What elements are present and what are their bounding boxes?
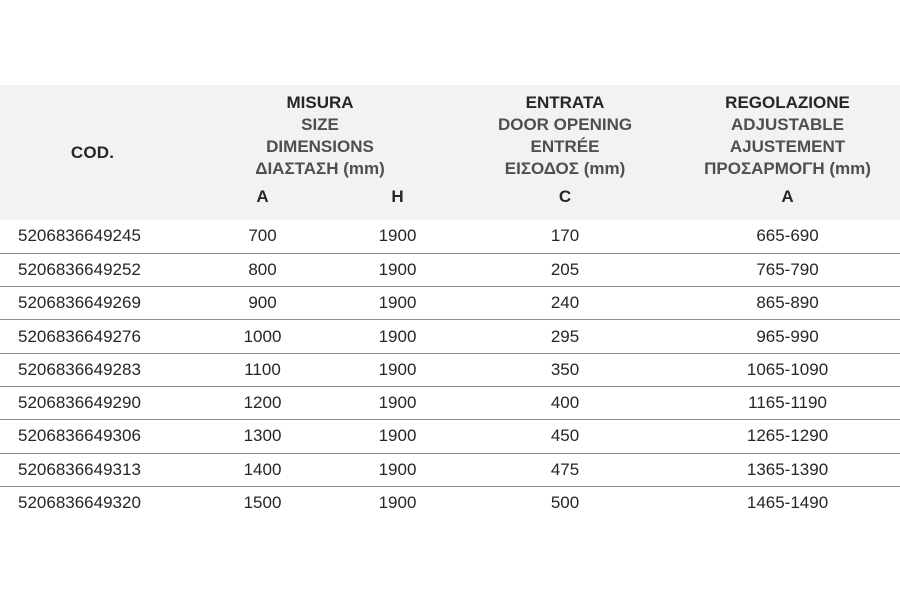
cell-cod: 5206836649320 (18, 493, 141, 513)
group-subtitle: ΕΙΣΟΔΟΣ (mm) (504, 159, 626, 178)
table-row (0, 220, 900, 253)
cell-cod: 5206836649313 (0, 453, 185, 486)
table-row (0, 453, 900, 486)
table-header (0, 85, 900, 220)
table-row (0, 420, 900, 453)
cell-a: 700 (185, 220, 340, 253)
group-subtitle: SIZE (301, 115, 339, 134)
cell-a: 1400 (185, 453, 340, 486)
cell-h: 1900 (340, 287, 455, 320)
cell-c: 240 (455, 287, 675, 320)
cell-adjustable: 865-890 (675, 287, 900, 320)
table-row (0, 486, 900, 519)
group-subtitle: AJUSTEMENT (729, 137, 846, 156)
cell-c: 475 (455, 453, 675, 486)
cell-h: 1900 (340, 320, 455, 353)
subcolumn-header-a2: A (675, 180, 900, 220)
column-header-cod: COD. (0, 85, 185, 220)
group-subtitle: DIMENSIONS (266, 137, 374, 156)
group-subtitle: ΠΡΟΣΑΡΜΟΓΗ (mm) (704, 159, 871, 178)
cell-a: 1300 (185, 420, 340, 453)
cell-cod: 5206836649283 (0, 353, 185, 386)
table-row (0, 287, 900, 320)
cell-c: 350 (455, 353, 675, 386)
cell-a: 900 (185, 287, 340, 320)
cell-h: 1900 (378, 493, 417, 513)
subcolumn-header-a: A (185, 180, 340, 220)
cell-a: 800 (185, 253, 340, 286)
column-group-misura (185, 85, 455, 180)
cell-c: 170 (455, 220, 675, 253)
cell-adjustable: 1265-1290 (675, 420, 900, 453)
cell-a: 1500 (243, 493, 282, 513)
column-group-entrata (455, 85, 675, 180)
group-subtitle: DOOR OPENING (497, 115, 633, 134)
subcolumn-header-h: H (340, 180, 455, 220)
cell-cod: 5206836649306 (0, 420, 185, 453)
table-row (0, 386, 900, 419)
cell-cod: 5206836649290 (0, 386, 185, 419)
group-title-entrata: ENTRATA (525, 93, 605, 112)
cell-adjustable: 1165-1190 (675, 386, 900, 419)
cell-c: 205 (455, 253, 675, 286)
cell-c: 500 (550, 493, 580, 513)
cell-a: 1200 (185, 386, 340, 419)
group-subtitle: ΔΙΑΣΤΑΣΗ (mm) (255, 159, 385, 178)
cell-c: 450 (455, 420, 675, 453)
cell-cod: 5206836649245 (0, 220, 185, 253)
cell-c: 400 (455, 386, 675, 419)
cell-adjustable: 1465-1490 (746, 493, 829, 513)
table-row (0, 253, 900, 286)
group-subtitle: ENTRÉE (530, 137, 600, 156)
cell-adjustable: 1065-1090 (675, 353, 900, 386)
cell-adjustable: 765-790 (675, 253, 900, 286)
table-body (0, 220, 900, 520)
column-group-regolazione (675, 85, 900, 180)
cell-h: 1900 (340, 220, 455, 253)
cell-a: 1100 (185, 353, 340, 386)
cell-cod: 5206836649252 (0, 253, 185, 286)
group-title-regolazione: REGOLAZIONE (725, 93, 850, 112)
subcolumn-header-c: C (455, 180, 675, 220)
group-subtitle: ADJUSTABLE (731, 115, 845, 134)
cell-cod: 5206836649269 (0, 287, 185, 320)
cell-h: 1900 (340, 253, 455, 286)
table-row (0, 320, 900, 353)
cell-h: 1900 (340, 420, 455, 453)
cell-c: 295 (455, 320, 675, 353)
cell-adjustable: 965-990 (675, 320, 900, 353)
table-row (0, 353, 900, 386)
cell-a: 1000 (185, 320, 340, 353)
cell-adjustable: 1365-1390 (675, 453, 900, 486)
group-title-misura: MISURA (286, 93, 354, 112)
cell-adjustable: 665-690 (675, 220, 900, 253)
cell-h: 1900 (340, 453, 455, 486)
cell-cod: 5206836649276 (0, 320, 185, 353)
spec-table (0, 85, 900, 520)
cell-h: 1900 (340, 353, 455, 386)
cell-h: 1900 (340, 386, 455, 419)
